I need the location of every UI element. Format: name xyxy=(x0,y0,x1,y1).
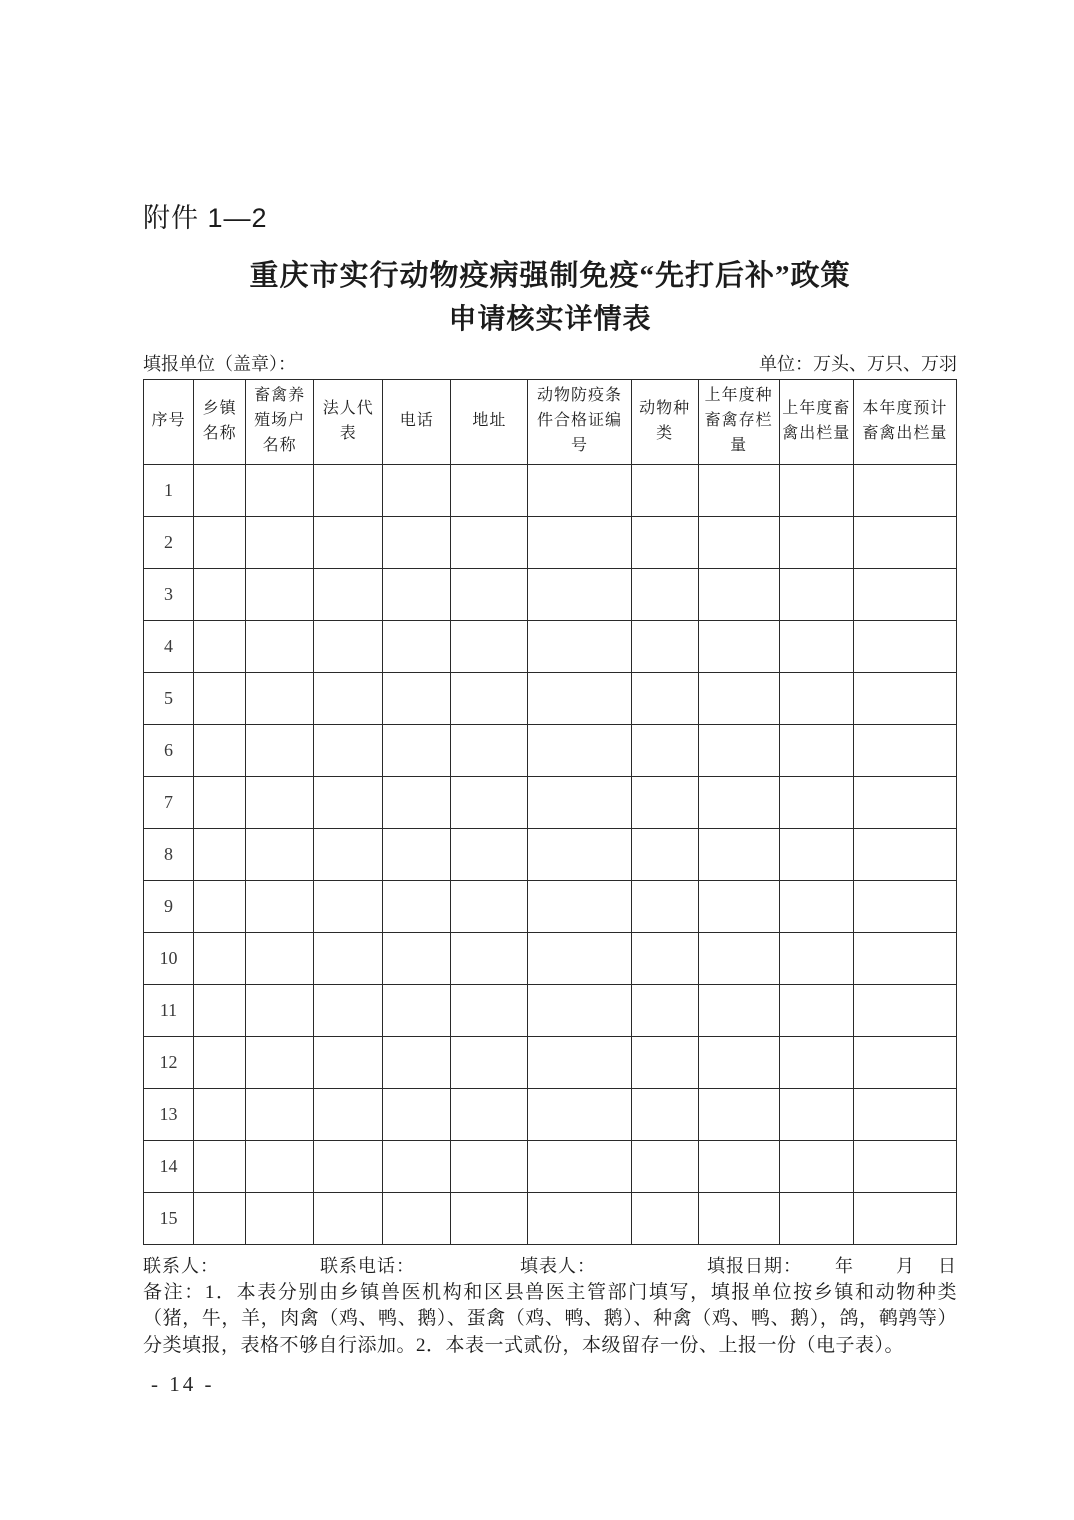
empty-data-cell xyxy=(194,776,246,828)
empty-data-cell xyxy=(246,932,314,984)
empty-data-cell xyxy=(779,776,853,828)
empty-data-cell xyxy=(698,672,779,724)
empty-data-cell xyxy=(698,828,779,880)
empty-data-cell xyxy=(383,828,451,880)
empty-data-cell xyxy=(631,1140,698,1192)
empty-data-cell xyxy=(451,932,528,984)
empty-data-cell xyxy=(451,568,528,620)
empty-data-cell xyxy=(528,1088,631,1140)
empty-data-cell xyxy=(451,620,528,672)
empty-data-cell xyxy=(528,1036,631,1088)
empty-data-cell xyxy=(853,932,956,984)
empty-data-cell xyxy=(779,828,853,880)
empty-data-cell xyxy=(246,776,314,828)
empty-data-cell xyxy=(246,1036,314,1088)
table-row xyxy=(144,1140,957,1192)
empty-data-cell xyxy=(194,1192,246,1244)
empty-data-cell xyxy=(246,880,314,932)
table-row xyxy=(144,828,957,880)
row-number-cell: 5 xyxy=(144,672,194,724)
empty-data-cell xyxy=(246,568,314,620)
column-header: 序号 xyxy=(144,379,194,464)
column-header: 动物防疫条件合格证编号 xyxy=(528,379,631,464)
empty-data-cell xyxy=(314,724,383,776)
empty-data-cell xyxy=(853,1088,956,1140)
empty-data-cell xyxy=(631,672,698,724)
empty-data-cell xyxy=(246,516,314,568)
empty-data-cell xyxy=(194,1140,246,1192)
empty-data-cell xyxy=(779,724,853,776)
empty-data-cell xyxy=(528,516,631,568)
empty-data-cell xyxy=(631,776,698,828)
empty-data-cell xyxy=(194,672,246,724)
empty-data-cell xyxy=(451,464,528,516)
empty-data-cell xyxy=(314,1192,383,1244)
empty-data-cell xyxy=(631,1088,698,1140)
contact-label: 联系人： xyxy=(143,1255,219,1276)
empty-data-cell xyxy=(698,1036,779,1088)
empty-data-cell xyxy=(194,464,246,516)
empty-data-cell xyxy=(314,620,383,672)
empty-data-cell xyxy=(528,984,631,1036)
empty-data-cell xyxy=(528,880,631,932)
empty-data-cell xyxy=(383,1140,451,1192)
doc-title-line1: 重庆市实行动物疫病强制免疫“先打后补”政策 xyxy=(249,260,851,292)
attachment-label: 附件 1—2 xyxy=(143,203,268,233)
empty-data-cell xyxy=(853,880,956,932)
table-row xyxy=(144,568,957,620)
empty-data-cell xyxy=(246,1192,314,1244)
row-number-cell: 12 xyxy=(144,1036,194,1088)
contact-row xyxy=(143,1252,957,1278)
empty-data-cell xyxy=(451,1192,528,1244)
empty-data-cell xyxy=(194,1088,246,1140)
empty-data-cell xyxy=(631,1036,698,1088)
empty-data-cell xyxy=(853,1192,956,1244)
empty-data-cell xyxy=(383,1088,451,1140)
empty-data-cell xyxy=(853,1140,956,1192)
detail-table xyxy=(143,379,957,1245)
empty-data-cell xyxy=(631,516,698,568)
empty-data-cell xyxy=(451,672,528,724)
empty-data-cell xyxy=(451,516,528,568)
column-header: 上年度种畜禽存栏量 xyxy=(698,379,779,464)
empty-data-cell xyxy=(698,724,779,776)
empty-data-cell xyxy=(853,828,956,880)
unit-note: 单位：万头、万只、万羽 xyxy=(759,353,957,374)
empty-data-cell xyxy=(631,1192,698,1244)
empty-data-cell xyxy=(383,1036,451,1088)
table-row xyxy=(144,880,957,932)
table-row xyxy=(144,464,957,516)
empty-data-cell xyxy=(528,776,631,828)
empty-data-cell xyxy=(631,828,698,880)
table-row xyxy=(144,932,957,984)
empty-data-cell xyxy=(528,1192,631,1244)
empty-data-cell xyxy=(451,776,528,828)
table-row xyxy=(144,516,957,568)
column-header: 电话 xyxy=(383,379,451,464)
empty-data-cell xyxy=(383,1192,451,1244)
empty-data-cell xyxy=(853,984,956,1036)
row-number-cell: 3 xyxy=(144,568,194,620)
column-header: 法人代表 xyxy=(314,379,383,464)
empty-data-cell xyxy=(853,516,956,568)
column-header: 畜禽养殖场户名称 xyxy=(246,379,314,464)
empty-data-cell xyxy=(779,1140,853,1192)
empty-data-cell xyxy=(451,1036,528,1088)
column-header: 上年度畜禽出栏量 xyxy=(779,379,853,464)
contact-phone-label: 联系电话： xyxy=(320,1255,415,1276)
empty-data-cell xyxy=(853,672,956,724)
empty-data-cell xyxy=(853,568,956,620)
empty-data-cell xyxy=(698,516,779,568)
empty-data-cell xyxy=(779,984,853,1036)
empty-data-cell xyxy=(383,776,451,828)
empty-data-cell xyxy=(314,880,383,932)
empty-data-cell xyxy=(194,932,246,984)
month-label: 月 xyxy=(896,1255,915,1276)
empty-data-cell xyxy=(246,464,314,516)
empty-data-cell xyxy=(853,724,956,776)
empty-data-cell xyxy=(246,724,314,776)
empty-data-cell xyxy=(451,1088,528,1140)
empty-data-cell xyxy=(631,724,698,776)
table-row xyxy=(144,1036,957,1088)
empty-data-cell xyxy=(698,1192,779,1244)
document-content xyxy=(143,196,957,1360)
empty-data-cell xyxy=(698,1140,779,1192)
empty-data-cell xyxy=(528,724,631,776)
empty-data-cell xyxy=(314,464,383,516)
empty-data-cell xyxy=(698,880,779,932)
empty-data-cell xyxy=(528,568,631,620)
column-header: 乡镇名称 xyxy=(194,379,246,464)
empty-data-cell xyxy=(779,568,853,620)
empty-data-cell xyxy=(528,828,631,880)
empty-data-cell xyxy=(314,984,383,1036)
empty-data-cell xyxy=(451,880,528,932)
table-row xyxy=(144,620,957,672)
row-number-cell: 6 xyxy=(144,724,194,776)
empty-data-cell xyxy=(631,620,698,672)
empty-data-cell xyxy=(194,828,246,880)
empty-data-cell xyxy=(314,828,383,880)
empty-data-cell xyxy=(698,932,779,984)
empty-data-cell xyxy=(779,1192,853,1244)
empty-data-cell xyxy=(246,672,314,724)
empty-data-cell xyxy=(698,1088,779,1140)
row-number-cell: 14 xyxy=(144,1140,194,1192)
empty-data-cell xyxy=(383,672,451,724)
empty-data-cell xyxy=(451,1140,528,1192)
empty-data-cell xyxy=(383,880,451,932)
empty-data-cell xyxy=(314,776,383,828)
empty-data-cell xyxy=(194,1036,246,1088)
empty-data-cell xyxy=(528,672,631,724)
empty-data-cell xyxy=(314,1036,383,1088)
row-number-cell: 13 xyxy=(144,1088,194,1140)
row-number-cell: 11 xyxy=(144,984,194,1036)
empty-data-cell xyxy=(194,724,246,776)
empty-data-cell xyxy=(698,568,779,620)
table-row xyxy=(144,984,957,1036)
row-number-cell: 9 xyxy=(144,880,194,932)
table-body xyxy=(144,464,957,1244)
empty-data-cell xyxy=(194,568,246,620)
fill-unit-label: 填报单位（盖章）： xyxy=(143,353,296,374)
empty-data-cell xyxy=(528,464,631,516)
empty-data-cell xyxy=(698,620,779,672)
row-number-cell: 7 xyxy=(144,776,194,828)
column-header: 地址 xyxy=(451,379,528,464)
table-meta-row xyxy=(143,350,957,376)
empty-data-cell xyxy=(451,828,528,880)
empty-data-cell xyxy=(314,932,383,984)
table-row xyxy=(144,724,957,776)
row-number-cell: 8 xyxy=(144,828,194,880)
table-row xyxy=(144,1192,957,1244)
empty-data-cell xyxy=(631,880,698,932)
empty-data-cell xyxy=(698,984,779,1036)
empty-data-cell xyxy=(779,516,853,568)
empty-data-cell xyxy=(631,568,698,620)
empty-data-cell xyxy=(779,672,853,724)
empty-data-cell xyxy=(314,1088,383,1140)
empty-data-cell xyxy=(246,828,314,880)
empty-data-cell xyxy=(698,776,779,828)
empty-data-cell xyxy=(383,984,451,1036)
table-row xyxy=(144,672,957,724)
empty-data-cell xyxy=(246,1088,314,1140)
page-number: - 14 - xyxy=(151,1372,215,1396)
empty-data-cell xyxy=(246,984,314,1036)
empty-data-cell xyxy=(631,464,698,516)
row-number-cell: 4 xyxy=(144,620,194,672)
doc-title-line2: 申请核实详情表 xyxy=(448,303,652,335)
empty-data-cell xyxy=(451,984,528,1036)
form-filler-label: 填表人： xyxy=(520,1255,596,1276)
empty-data-cell xyxy=(314,1140,383,1192)
column-header: 动物种类 xyxy=(631,379,698,464)
fill-date-label: 填报日期： xyxy=(707,1255,802,1276)
empty-data-cell xyxy=(779,932,853,984)
row-number-cell: 10 xyxy=(144,932,194,984)
table-row xyxy=(144,1088,957,1140)
empty-data-cell xyxy=(314,516,383,568)
column-header: 本年度预计畜禽出栏量 xyxy=(853,379,956,464)
table-header-row xyxy=(144,379,957,464)
empty-data-cell xyxy=(383,620,451,672)
empty-data-cell xyxy=(314,568,383,620)
empty-data-cell xyxy=(631,932,698,984)
empty-data-cell xyxy=(246,1140,314,1192)
day-label: 日 xyxy=(938,1255,957,1276)
empty-data-cell xyxy=(194,620,246,672)
empty-data-cell xyxy=(779,1088,853,1140)
row-number-cell: 1 xyxy=(144,464,194,516)
empty-data-cell xyxy=(528,1140,631,1192)
empty-data-cell xyxy=(853,776,956,828)
empty-data-cell xyxy=(383,516,451,568)
row-number-cell: 2 xyxy=(144,516,194,568)
empty-data-cell xyxy=(779,1036,853,1088)
row-number-cell: 15 xyxy=(144,1192,194,1244)
empty-data-cell xyxy=(194,880,246,932)
empty-data-cell xyxy=(779,620,853,672)
empty-data-cell xyxy=(383,932,451,984)
empty-data-cell xyxy=(314,672,383,724)
empty-data-cell xyxy=(528,620,631,672)
empty-data-cell xyxy=(246,620,314,672)
empty-data-cell xyxy=(631,984,698,1036)
empty-data-cell xyxy=(383,724,451,776)
notes-text: 备注：1．本表分别由乡镇兽医机构和区县兽医主管部门填写，填报单位按乡镇和动物种类（猪，牛，羊，肉禽（鸡、鸭、鹅）、蛋禽（鸡、鸭、鹅）、种禽（鸡、鸭、鹅），鸽，鹌鹑等）分类填报，表格不够自行添加。2．本表一式贰份，本级留存一份、上报一份（电子表）。 xyxy=(143,1281,957,1357)
empty-data-cell xyxy=(779,464,853,516)
empty-data-cell xyxy=(853,1036,956,1088)
year-label: 年 xyxy=(835,1255,854,1276)
empty-data-cell xyxy=(853,464,956,516)
empty-data-cell xyxy=(383,464,451,516)
empty-data-cell xyxy=(698,464,779,516)
empty-data-cell xyxy=(451,724,528,776)
empty-data-cell xyxy=(779,880,853,932)
empty-data-cell xyxy=(528,932,631,984)
empty-data-cell xyxy=(853,620,956,672)
empty-data-cell xyxy=(383,568,451,620)
table-row xyxy=(144,776,957,828)
empty-data-cell xyxy=(194,516,246,568)
empty-data-cell xyxy=(194,984,246,1036)
